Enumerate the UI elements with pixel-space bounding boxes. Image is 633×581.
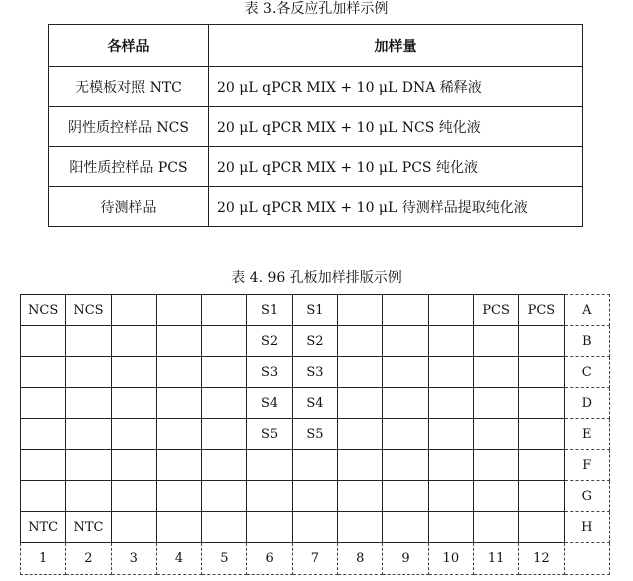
header-sample: 各样品 (49, 25, 209, 67)
plate-well (111, 481, 156, 512)
sample-loading-table (48, 24, 583, 227)
plate-well: S5 (247, 419, 292, 450)
plate-well (21, 357, 66, 388)
plate-well (111, 295, 156, 326)
plate-well (247, 481, 292, 512)
table-header-row (49, 25, 583, 67)
plate-row-label: C (564, 357, 609, 388)
plate-well (21, 481, 66, 512)
sample-volume: 20 μL qPCR MIX + 10 μL PCS 纯化液 (209, 147, 583, 187)
plate-well (383, 326, 428, 357)
plate-row (21, 326, 610, 357)
plate-well: PCS (473, 295, 518, 326)
plate-well: S4 (247, 388, 292, 419)
plate-row (21, 481, 610, 512)
plate-well (66, 326, 111, 357)
plate-column-labels (21, 543, 610, 575)
header-volume: 加样量 (209, 25, 583, 67)
plate-row (21, 357, 610, 388)
plate-row (21, 450, 610, 481)
plate-well (383, 481, 428, 512)
plate-well: NTC (66, 512, 111, 543)
plate-well (473, 512, 518, 543)
plate-column-label: 2 (66, 543, 111, 575)
plate-column-label: 4 (156, 543, 201, 575)
sample-name: 无模板对照 NTC (49, 67, 209, 107)
plate-well (473, 419, 518, 450)
plate-well: S1 (292, 295, 337, 326)
plate-row (21, 512, 610, 543)
plate-well (156, 512, 201, 543)
plate-well (202, 481, 247, 512)
plate-well (428, 481, 473, 512)
plate-well (383, 357, 428, 388)
plate-column-label: 6 (247, 543, 292, 575)
plate-well (338, 326, 383, 357)
plate-well (383, 512, 428, 543)
plate-row (21, 388, 610, 419)
plate-well (202, 512, 247, 543)
plate-well: S3 (292, 357, 337, 388)
plate-row-label: E (564, 419, 609, 450)
plate-well (66, 419, 111, 450)
plate-well (473, 450, 518, 481)
plate-well (338, 512, 383, 543)
plate-well (338, 388, 383, 419)
sample-name: 待测样品 (49, 187, 209, 227)
plate-row-label: G (564, 481, 609, 512)
plate-row-label: A (564, 295, 609, 326)
plate-well (21, 326, 66, 357)
plate-well (156, 450, 201, 481)
plate-well (156, 419, 201, 450)
plate-well (21, 419, 66, 450)
plate-well: S2 (247, 326, 292, 357)
plate-well (428, 357, 473, 388)
plate-well: NCS (66, 295, 111, 326)
plate-well: S1 (247, 295, 292, 326)
plate-well (519, 357, 564, 388)
plate-well (66, 388, 111, 419)
plate-well (111, 512, 156, 543)
table-row (49, 187, 583, 227)
plate-well (66, 357, 111, 388)
plate-well (111, 450, 156, 481)
plate-well (202, 450, 247, 481)
plate-well: S3 (247, 357, 292, 388)
plate-well (156, 481, 201, 512)
plate-well (202, 357, 247, 388)
sample-name: 阴性质控样品 NCS (49, 107, 209, 147)
plate-well (111, 419, 156, 450)
sample-volume: 20 μL qPCR MIX + 10 μL 待测样品提取纯化液 (209, 187, 583, 227)
plate-well: PCS (519, 295, 564, 326)
plate-row-label: B (564, 326, 609, 357)
plate-well (383, 450, 428, 481)
plate-well (111, 357, 156, 388)
plate-well (338, 419, 383, 450)
plate-well (247, 512, 292, 543)
table3-caption: 表 3.各反应孔加样示例 (244, 1, 389, 17)
plate-well (66, 481, 111, 512)
plate-corner-cell (564, 543, 609, 575)
plate-row-label: F (564, 450, 609, 481)
sample-volume: 20 μL qPCR MIX + 10 μL DNA 稀释液 (209, 67, 583, 107)
plate-column-label: 10 (428, 543, 473, 575)
plate-well: NCS (21, 295, 66, 326)
plate-well: S4 (292, 388, 337, 419)
plate-well (21, 388, 66, 419)
plate-well (111, 326, 156, 357)
plate-well (428, 295, 473, 326)
plate-well: S5 (292, 419, 337, 450)
plate-well (21, 450, 66, 481)
plate-well (428, 450, 473, 481)
plate-column-label: 7 (292, 543, 337, 575)
plate-well (383, 295, 428, 326)
plate-well (338, 450, 383, 481)
plate-column-label: 11 (473, 543, 518, 575)
table-row (49, 67, 583, 107)
plate-well (428, 419, 473, 450)
plate-well (292, 450, 337, 481)
plate-well (156, 295, 201, 326)
plate-well (292, 481, 337, 512)
plate-well (202, 419, 247, 450)
sample-name: 阳性质控样品 PCS (49, 147, 209, 187)
plate-well (156, 357, 201, 388)
plate-well (156, 388, 201, 419)
plate-well (519, 512, 564, 543)
plate-row (21, 419, 610, 450)
plate-row-label: D (564, 388, 609, 419)
plate-well (66, 450, 111, 481)
plate-well (202, 326, 247, 357)
plate-well (519, 326, 564, 357)
plate-well (473, 481, 518, 512)
plate-well (338, 481, 383, 512)
plate-well: S2 (292, 326, 337, 357)
plate-well (202, 388, 247, 419)
plate-well (156, 326, 201, 357)
plate-well (383, 388, 428, 419)
plate-well (428, 388, 473, 419)
plate-well (473, 326, 518, 357)
plate-row-label: H (564, 512, 609, 543)
plate-well (473, 388, 518, 419)
plate-well (519, 481, 564, 512)
plate-column-label: 12 (519, 543, 564, 575)
plate-column-label: 8 (338, 543, 383, 575)
plate-well (202, 295, 247, 326)
plate-well (383, 419, 428, 450)
plate-well (428, 512, 473, 543)
plate-well (338, 295, 383, 326)
plate-column-label: 5 (202, 543, 247, 575)
plate-well (292, 512, 337, 543)
table4-caption: 表 4. 96 孔板加样排版示例 (231, 270, 402, 286)
plate-column-label: 9 (383, 543, 428, 575)
plate-column-label: 3 (111, 543, 156, 575)
plate-well (519, 419, 564, 450)
plate-row (21, 295, 610, 326)
plate-well (473, 357, 518, 388)
plate-column-label: 1 (21, 543, 66, 575)
plate-well (338, 357, 383, 388)
plate-well (519, 450, 564, 481)
table-row (49, 107, 583, 147)
plate-well (247, 450, 292, 481)
plate-layout-table (20, 294, 610, 575)
plate-well (111, 388, 156, 419)
table-row (49, 147, 583, 187)
sample-volume: 20 μL qPCR MIX + 10 μL NCS 纯化液 (209, 107, 583, 147)
plate-well (519, 388, 564, 419)
plate-well (428, 326, 473, 357)
plate-well: NTC (21, 512, 66, 543)
